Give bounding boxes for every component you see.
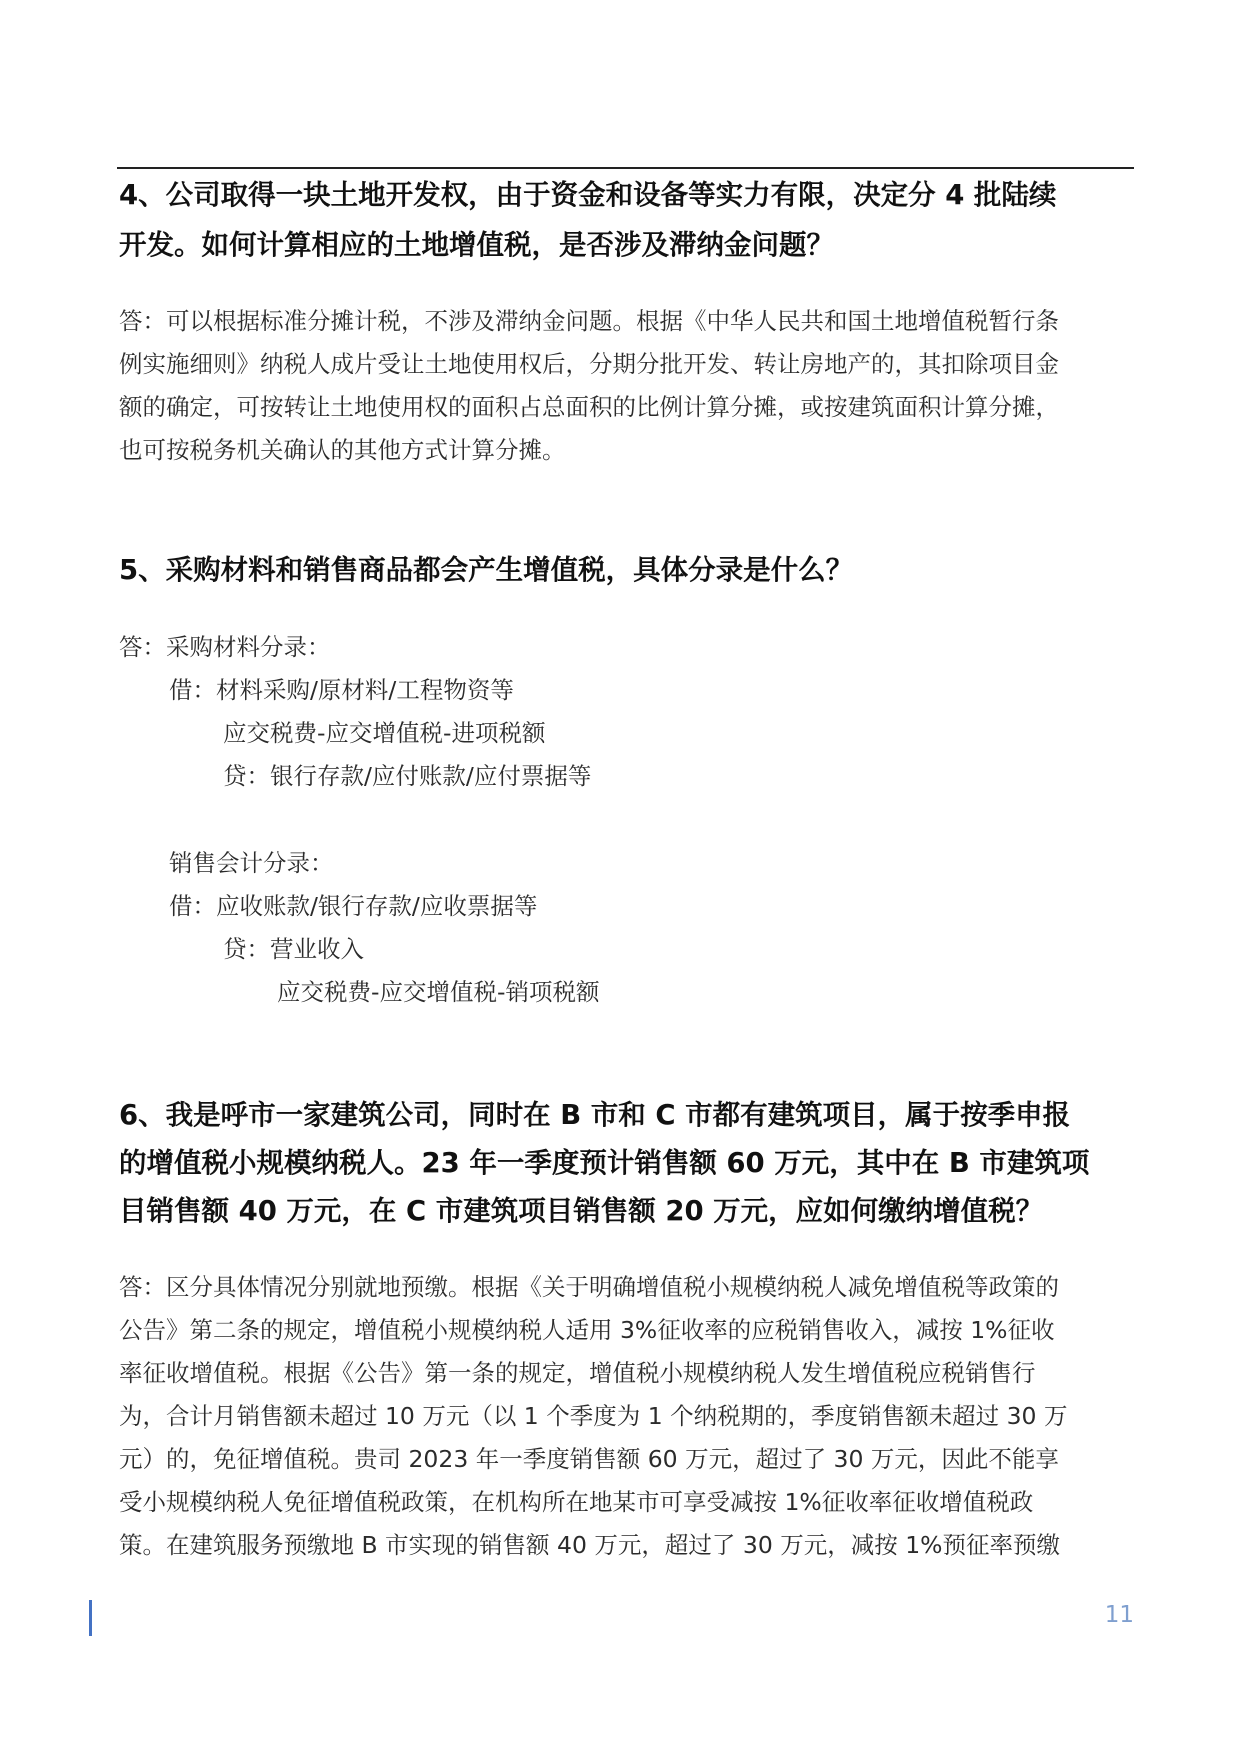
answer-4-line1: 答：可以根据标准分摊计税，不涉及滞纳金问题。根据《中华人民共和国土地增值税暂行条 <box>119 307 1059 335</box>
sales-credit-tax: 应交税费-应交增值税-销项税额 <box>277 978 600 1006</box>
question-6-line3: 目销售额 40 万元，在 C 市建筑项目销售额 20 万元，应如何缴纳增值税？ <box>119 1195 1044 1227</box>
sales-entry-heading: 销售会计分录： <box>169 849 334 877</box>
sales-credit: 贷：营业收入 <box>223 935 364 963</box>
answer-6-line5: 元）的，免征增值税。贵司 2023 年一季度销售额 60 万元，超过了 30 万元，因此不能享 <box>119 1445 1059 1473</box>
answer-6-line6: 受小规模纳税人免征增值税政策，在机构所在地某市可享受减按 1%征收率征收增值税政 <box>119 1488 1034 1516</box>
answer-4-line4: 也可按税务机关确认的其他方式计算分摊。 <box>119 436 566 464</box>
answer-4-line3: 额的确定，可按转让土地使用权的面积占总面积的比例计算分摊，或按建筑面积计算分摊， <box>119 393 1059 421</box>
answer-6-line1: 答：区分具体情况分别就地预缴。根据《关于明确增值税小规模纳税人减免增值税等政策的 <box>119 1273 1059 1301</box>
question-6-line2: 的增值税小规模纳税人。23 年一季度预计销售额 60 万元，其中在 B 市建筑项 <box>119 1147 1090 1179</box>
footer-accent-bar <box>89 1600 92 1636</box>
purchase-debit: 借：材料采购/原材料/工程物资等 <box>169 676 514 704</box>
answer-6-line2: 公告》第二条的规定，增值税小规模纳税人适用 3%征收率的应税销售收入，减按 1%征收 <box>119 1316 1055 1344</box>
sales-debit: 借：应收账款/银行存款/应收票据等 <box>169 892 538 920</box>
question-6-line1: 6、我是呼市一家建筑公司，同时在 B 市和 C 市都有建筑项目，属于按季申报 <box>119 1099 1071 1131</box>
answer-6-line4: 为，合计月销售额未超过 10 万元（以 1 个季度为 1 个纳税期的，季度销售额未超过 30 万 <box>119 1402 1068 1430</box>
purchase-credit: 贷：银行存款/应付账款/应付票据等 <box>223 762 592 790</box>
page-number: 11 <box>1104 1602 1134 1628</box>
question-5-title: 5、采购材料和销售商品都会产生增值税，具体分录是什么？ <box>119 554 854 586</box>
answer-6-line3: 率征收增值税。根据《公告》第一条的规定，增值税小规模纳税人发生增值税应税销售行 <box>119 1359 1036 1387</box>
question-4-line2: 开发。如何计算相应的土地增值税，是否涉及滞纳金问题？ <box>119 229 834 261</box>
answer-6-line7: 策。在建筑服务预缴地 B 市实现的销售额 40 万元，超过了 30 万元，减按 1%预征率预缴 <box>119 1531 1060 1559</box>
question-4-line1: 4、公司取得一块土地开发权，由于资金和设备等实力有限，决定分 4 批陆续 <box>119 179 1057 211</box>
purchase-entry-heading: 答：采购材料分录： <box>119 633 331 661</box>
header-rule <box>117 167 1134 169</box>
answer-4-line2: 例实施细则》纳税人成片受让土地使用权后，分期分批开发、转让房地产的，其扣除项目金 <box>119 350 1059 378</box>
purchase-debit-tax: 应交税费-应交增值税-进项税额 <box>223 719 546 747</box>
